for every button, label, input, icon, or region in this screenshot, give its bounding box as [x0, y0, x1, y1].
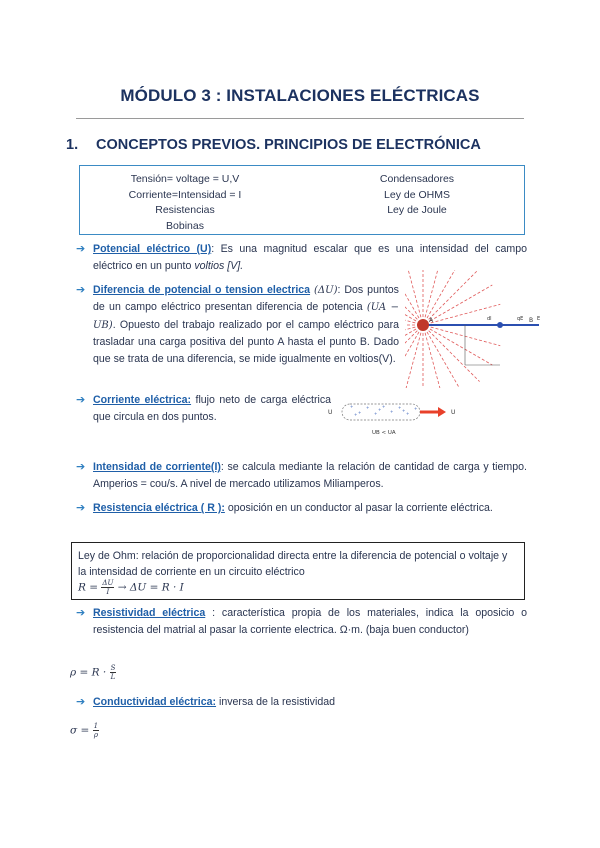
- term-conductividad: Conductividad eléctrica:: [93, 696, 217, 708]
- page-title: MÓDULO 3 : INSTALACIONES ELÉCTRICAS: [120, 86, 480, 105]
- ohm-law-formula: [78, 579, 518, 596]
- field-line: [430, 285, 492, 321]
- ohm-frac-numerator: ΔU: [102, 579, 114, 587]
- text-corriente: flujo neto de carga eléctrica que circula en dos puntos.: [93, 394, 332, 423]
- charge-particle: +: [402, 408, 406, 413]
- term-diferencia: Diferencia de potencial o tension electrica: [93, 284, 311, 296]
- arrow-bullet-icon: ➔: [76, 284, 86, 296]
- test-charge: [497, 322, 503, 328]
- charge-particle: +: [366, 405, 370, 410]
- charge-particle: +: [414, 406, 418, 411]
- label-potential-relation: UB < UA: [372, 430, 396, 436]
- charge-particles: [350, 404, 417, 417]
- field-line: [405, 333, 421, 388]
- item-conductividad: [76, 694, 527, 711]
- field-line: [405, 304, 415, 323]
- electric-field-figure: [405, 270, 545, 388]
- ohm-law-box: [71, 542, 525, 600]
- label-dl: dl: [487, 316, 492, 322]
- title-divider: [76, 118, 524, 119]
- text-resistencia: oposición en un conductor al pasar la corriente eléctrica.: [224, 502, 493, 514]
- item-intensidad: [76, 459, 527, 493]
- term-resistencia: Resistencia eléctrica ( R ):: [93, 502, 225, 514]
- arrow-bullet-icon: ➔: [76, 502, 86, 514]
- item-corriente: [76, 392, 331, 426]
- text-diferencia-a: : Dos puntos de un campo eléctrico presentan diferencia de potencia: [93, 284, 399, 314]
- arrow-bullet-icon: ➔: [76, 394, 86, 406]
- ohm-fraction: [101, 579, 114, 596]
- term-potencial: Potencial eléctrico (U): [93, 243, 212, 255]
- summary-box: [79, 165, 525, 235]
- label-e: E: [537, 316, 541, 322]
- text-conductividad: inversa de la resistividad: [216, 696, 335, 708]
- text-potencial: : Es una magnitud escalar que es una intensidad del campo eléctrico en un punto: [93, 243, 527, 272]
- field-line: [405, 270, 419, 318]
- section-heading: [66, 137, 481, 153]
- summary-item: Ley de Joule: [387, 204, 447, 216]
- term-resistividad: Resistividad eléctrica: [93, 607, 206, 619]
- sigma-frac-denominator: ρ: [93, 731, 98, 739]
- arrow-bullet-icon: ➔: [76, 461, 86, 473]
- label-point-b: B: [529, 317, 534, 324]
- ohm-law-text: Ley de Ohm: relación de proporcionalidad directa entre la diferencia de potencial o voltaje y la intensidad de corriente en un circuito eléctrico: [78, 550, 508, 578]
- formula-ua-ub: (UA − UB): [93, 302, 399, 331]
- charge-particle: +: [382, 404, 386, 409]
- item-resistencia: [76, 500, 527, 517]
- arrow-bullet-icon: ➔: [76, 696, 86, 708]
- item-resistividad: [76, 605, 527, 639]
- summary-item: Corriente=Intensidad = I: [128, 188, 242, 201]
- charge-particle: +: [398, 405, 402, 410]
- text-potencial-units: voltios [V].: [194, 260, 244, 272]
- summary-item: Bobinas: [166, 219, 204, 232]
- ohm-formula-rhs: → ΔU = R · I: [117, 581, 184, 594]
- source-charge: [417, 319, 429, 331]
- ohm-formula-lhs: R =: [78, 581, 99, 594]
- label-left-potential: U: [328, 409, 333, 416]
- field-line: [430, 329, 492, 365]
- charge-particle: +: [378, 407, 382, 412]
- section-number: 1.: [66, 137, 79, 153]
- term-intensidad: Intensidad de corriente(I): [93, 461, 221, 473]
- resistivity-formula: [70, 664, 116, 681]
- field-line: [405, 270, 421, 317]
- rho-fraction: [110, 664, 117, 681]
- sigma-formula-lhs: σ =: [70, 724, 90, 737]
- summary-item: Ley de OHMS: [384, 188, 450, 201]
- current-flow-figure: [328, 398, 468, 440]
- field-line: [405, 327, 415, 346]
- summary-item: Resistencias: [155, 204, 215, 216]
- text-diferencia-b: . Opuesto del trabajo realizado por el campo eléctrico para trasladar una carga positiva del punto A hasta el punto B. Dado que se trata de una diferencia, se mide igualmente en voltios(V).: [93, 318, 399, 366]
- delta-u-symbol: (ΔU): [314, 285, 338, 296]
- charge-particle: +: [374, 411, 378, 416]
- summary-left-column: [80, 172, 290, 234]
- text-intensidad: : se calcula mediante la relación de cantidad de carga y tiempo. Amperios = cou/s. A nivel de mercado utilizamos Miliamperos.: [93, 461, 527, 490]
- summary-right-column: [312, 172, 522, 219]
- rho-formula-lhs: ρ = R ·: [70, 666, 107, 679]
- arrow-bullet-icon: ➔: [76, 607, 86, 619]
- conductivity-formula: [70, 722, 99, 739]
- term-corriente: Corriente eléctrica:: [93, 394, 192, 406]
- label-qe: qE: [517, 316, 524, 322]
- arrow-bullet-icon: ➔: [76, 243, 86, 255]
- current-arrow-head: [438, 407, 446, 417]
- charge-particle: +: [390, 409, 394, 414]
- label-point-a: A: [429, 317, 434, 324]
- sigma-fraction: [93, 722, 99, 739]
- charge-particle: +: [354, 412, 358, 417]
- field-line: [427, 270, 463, 318]
- section-title: CONCEPTOS PREVIOS. PRINCIPIOS DE ELECTRÓNICA: [96, 137, 481, 153]
- sigma-frac-numerator: 1: [93, 722, 99, 730]
- summary-item: Condensadores: [379, 173, 455, 185]
- item-diferencia: [76, 282, 399, 368]
- label-right-potential: U: [451, 409, 456, 416]
- rho-frac-numerator: S: [110, 664, 116, 672]
- rho-frac-denominator: L: [110, 673, 116, 681]
- charge-particle: +: [406, 411, 410, 416]
- field-line: [425, 333, 444, 388]
- summary-item: Tensión= voltage = U,V: [130, 173, 240, 185]
- charge-particle: +: [358, 410, 362, 415]
- field-line: [425, 270, 444, 317]
- charge-particle: +: [350, 404, 354, 409]
- ohm-frac-denominator: I: [106, 588, 110, 596]
- text-resistividad: : característica propia de los materiales, indica la oposicio o resistencia del matrial al pasar la corriente electrica. Ω·m. (baja buen conductor): [93, 607, 527, 636]
- field-line: [405, 332, 419, 388]
